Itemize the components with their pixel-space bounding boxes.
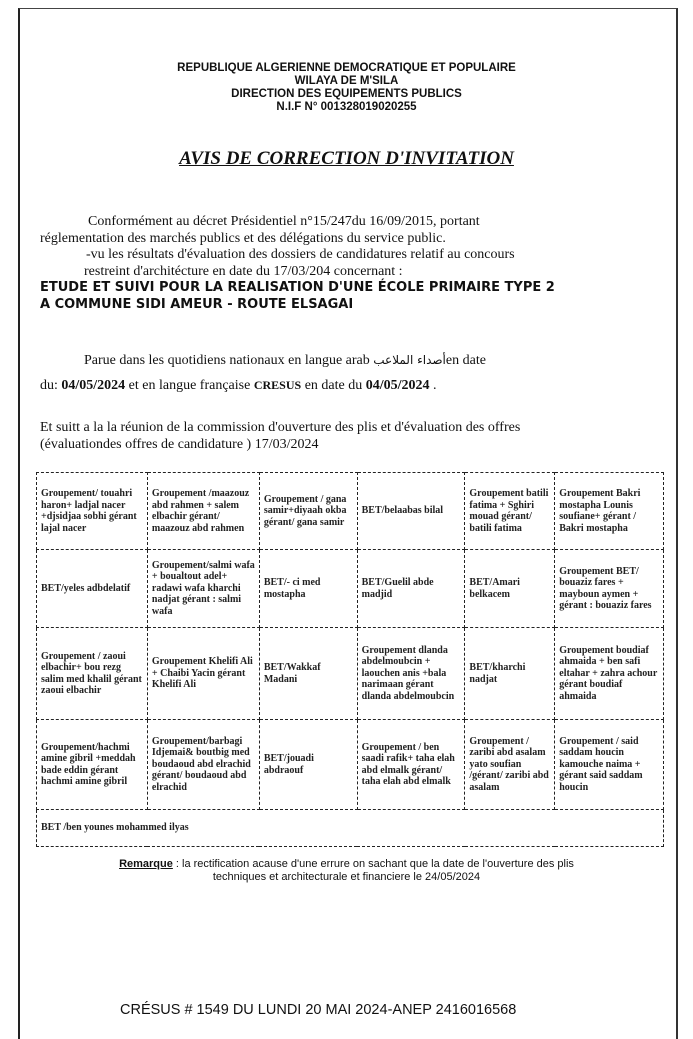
table-cell: BET/Amari belkacem xyxy=(465,550,555,628)
table-cell: Groupement batili fatima + Sghiri mouad gérant/ batili fatima xyxy=(465,473,555,550)
publication-text: Parue dans les quotidiens nationaux en langue arab xyxy=(84,353,370,368)
publication-french-line xyxy=(40,377,437,394)
table-row xyxy=(37,473,664,550)
table-row xyxy=(37,628,664,720)
results-line-2: restreint d'architécture en date du 17/03/204 concernant : xyxy=(84,264,403,279)
candidates-table xyxy=(36,472,664,847)
table-cell: Groupement / gana samir+diyaah okba gérant/ gana samir xyxy=(259,473,357,550)
table-row xyxy=(37,550,664,628)
label-du: du: xyxy=(40,378,62,393)
table-cell: BET/yeles adbdelatif xyxy=(37,550,148,628)
text-date-du: en date du xyxy=(301,378,366,393)
table-cell: Groupement / zaribi abd asalam yato soufian /gérant/ zaribi abd asalam xyxy=(465,720,555,810)
table-cell: BET /ben younes mohammed ilyas xyxy=(37,810,664,847)
project-title-2: A COMMUNE SIDI AMEUR - ROUTE ELSAGAI xyxy=(40,297,354,312)
header-republic: REPUBLIQUE ALGERIENNE DEMOCRATIQUE ET POPULAIRE xyxy=(177,62,516,74)
remark-text-2: techniques et architecturale et financiere le 24/05/2024 xyxy=(212,871,481,883)
footer-reference: CRÉSUS # 1549 DU LUNDI 20 MAI 2024-ANEP 2416016568 xyxy=(120,1002,517,1018)
remark xyxy=(0,858,693,884)
newspaper-cresus: CRESUS xyxy=(253,378,302,392)
project-title-1: ETUDE ET SUIVI POUR LA REALISATION D'UNE ÉCOLE PRIMAIRE TYPE 2 xyxy=(40,280,555,295)
table-cell: BET/kharchi nadjat xyxy=(465,628,555,720)
table-cell: Groupement/barbagi Idjemai& boutbig med boudaoud abd elrachid gérant/ boudaoud abd elrachid xyxy=(147,720,259,810)
text-french: et en langue française xyxy=(125,378,254,393)
publication-en-date: en date xyxy=(445,353,486,368)
table-cell: BET/- ci med mostapha xyxy=(259,550,357,628)
table-cell: Groupement BET/ bouaziz fares + mayboun aymen + gérant : bouaziz fares xyxy=(555,550,664,628)
header-direction: DIRECTION DES EQUIPEMENTS PUBLICS xyxy=(231,88,462,100)
table-row xyxy=(37,810,664,847)
table-cell: Groupement Khelifi Ali + Chaibi Yacin gérant Khelifi Ali xyxy=(147,628,259,720)
header-wilaya: WILAYA DE M'SILA xyxy=(294,75,399,87)
table-cell: Groupement / zaoui elbachir+ bou rezg salim med khalil gérant zaoui elbachir xyxy=(37,628,148,720)
date-french-publication: 04/05/2024 xyxy=(365,378,430,393)
meeting-line-1: Et suitt a la la réunion de la commission d'ouverture des plis et d'évaluation des offres xyxy=(40,420,521,435)
arabic-newspaper-name: أصداء الملاعب xyxy=(373,353,446,367)
table-cell: BET/jouadi abdraouf xyxy=(259,720,357,810)
table-cell: BET/belaabas bilal xyxy=(357,473,465,550)
period: . xyxy=(429,378,437,393)
table-cell: Groupement/hachmi amine gibril +meddah bade eddin gérant hachmi amine gibril xyxy=(37,720,148,810)
page-title: AVIS DE CORRECTION D'INVITATION xyxy=(179,148,514,169)
results-line-1: -vu les résultats d'évaluation des dossiers de candidatures relatif au concours xyxy=(86,247,515,262)
table-cell: Groupement/ touahri haron+ ladjal nacer +djsidjaa sobhi gérant lajal nacer xyxy=(37,473,148,550)
date-arabic-publication: 04/05/2024 xyxy=(61,378,126,393)
meeting-line-2: (évaluationdes offres de candidature ) 17/03/2024 xyxy=(40,437,319,452)
table-cell: Groupement dlanda abdelmoubcin + laouchen anis +bala narimaan gérant dlanda abdelmoubcin xyxy=(357,628,465,720)
header-nif: N.I.F N° 001328019020255 xyxy=(276,101,417,113)
table-cell: BET/Guelil abde madjid xyxy=(357,550,465,628)
table-cell: Groupement / said saddam houcin kamouche naima + gérant said saddam houcin xyxy=(555,720,664,810)
remark-label: Remarque xyxy=(119,858,173,870)
table-cell: BET/Wakkaf Madani xyxy=(259,628,357,720)
remark-text-1: : la rectification acause d'une errure on sachant que la date de l'ouverture des plis xyxy=(172,858,574,870)
table-row xyxy=(37,720,664,810)
table-cell: Groupement Bakri mostapha Lounis soufiane+ gérant / Bakri mostapha xyxy=(555,473,664,550)
table-cell: Groupement / ben saadi rafik+ taha elah abd elmalk gérant/ taha elah abd elmalk xyxy=(357,720,465,810)
table-cell: Groupement/salmi wafa + boualtout adel+ radawi wafa kharchi nadjat gérant : salmi wafa xyxy=(147,550,259,628)
table-cell: Groupement /maazouz abd rahmen + salem elbachir gérant/ maazouz abd rahmen xyxy=(147,473,259,550)
decree-line-2: réglementation des marchés publics et des délégations du service public. xyxy=(40,231,446,246)
publication-arabic-line xyxy=(84,352,486,369)
table-cell: Groupement boudiaf ahmaida + ben safi eltahar + zahra achour gérant boudiaf ahmaida xyxy=(555,628,664,720)
decree-line-1: Conformément au décret Présidentiel n°15/247du 16/09/2015, portant xyxy=(88,214,480,229)
